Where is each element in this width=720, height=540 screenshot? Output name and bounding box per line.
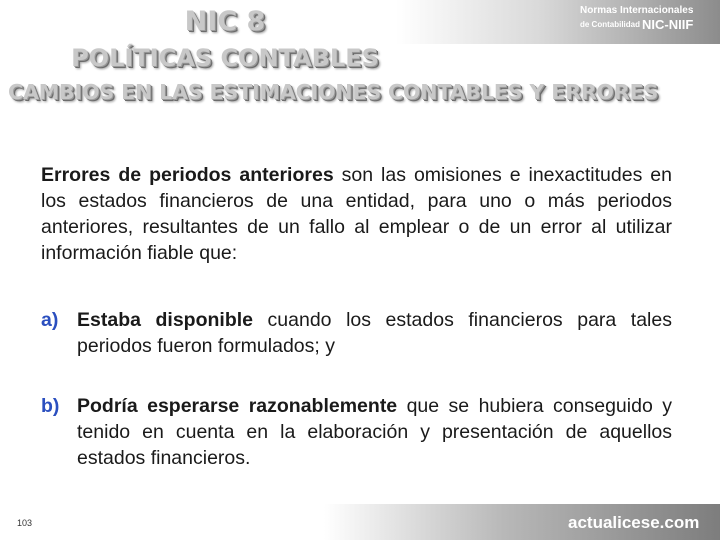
list-item-b — [41, 393, 672, 471]
nic-niif-logo — [578, 3, 713, 39]
list-item-a — [41, 307, 672, 359]
definition-paragraph — [41, 162, 672, 266]
list-item-b-text: que se hubiera conseguido y tenido en cuenta en la elaboración y presentación de aquellos estados financieros. — [77, 395, 672, 469]
slide-heading: CAMBIOS EN LAS ESTIMACIONES CONTABLES Y ERRORES — [8, 80, 659, 104]
logo-line-3: NIC-NIIF — [642, 17, 694, 32]
slide-title: NIC 8 — [184, 6, 266, 37]
list-marker-a: a) — [41, 309, 59, 331]
slide-subtitle: POLÍTICAS CONTABLES — [71, 44, 379, 72]
list-item-a-text: cuando los estados financieros para tales periodos fueron formulados; y — [77, 309, 672, 357]
definition-text: son las omisiones e inexactitudes en los estados financieros de una entidad, para uno o más periodos anteriores, resultantes de un fallo al emplear o de un error al utilizar información fiable que: — [41, 164, 672, 264]
logo-line-2: de Contabilidad — [580, 20, 640, 29]
definition-term: Errores de periodos anteriores — [41, 164, 334, 186]
page-number: 103 — [17, 518, 33, 528]
list-marker-b: b) — [41, 395, 60, 417]
list-item-b-bold: Podría esperarse razonablemente — [77, 395, 398, 417]
actualicese-logo: actualicese.com — [568, 513, 700, 532]
logo-line-1: Normas Internacionales — [580, 5, 694, 16]
list-item-a-bold: Estaba disponible — [77, 309, 253, 331]
